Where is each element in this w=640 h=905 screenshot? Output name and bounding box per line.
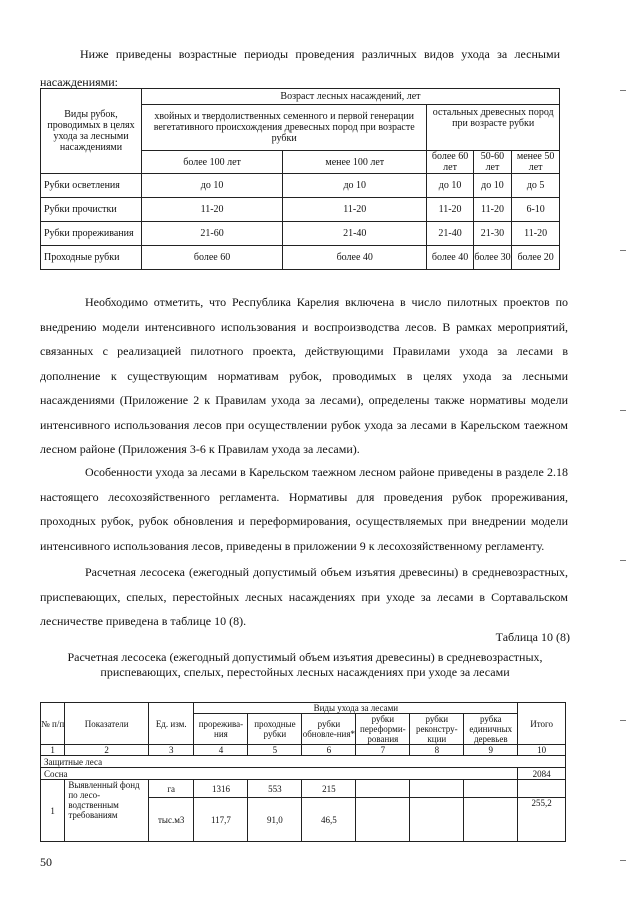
- t2-total-header: Итого: [518, 703, 566, 745]
- table1-row-name: Рубки прореживания: [41, 222, 142, 246]
- table1-cell: 21-60: [142, 222, 283, 246]
- table2-col-number: 8: [410, 745, 464, 756]
- table1-cell: более 40: [427, 246, 473, 270]
- t2-row-label: Выявленный фонд по лесо-водственным требованиям: [65, 780, 149, 842]
- t2-unit1: га: [148, 780, 194, 798]
- table2-empty-cell: [518, 780, 566, 798]
- t2-unit-header: Ед. изм.: [148, 703, 194, 745]
- margin-tick: [620, 560, 626, 561]
- page-number: 50: [40, 855, 52, 869]
- table1-cell: до 10: [142, 174, 283, 198]
- table2-type-header: прорежива-ния: [194, 714, 248, 745]
- table1-cell: до 5: [512, 174, 560, 198]
- table1-subheader: более 60 лет: [427, 151, 473, 174]
- t2-types-header: Виды ухода за лесами: [194, 703, 518, 714]
- table2-value: 553: [248, 780, 302, 798]
- intro-text: Ниже приведены возрастные периоды проведения различных видов ухода за лесными насаждениями:: [40, 47, 560, 89]
- table1-row-name: Проходные рубки: [41, 246, 142, 270]
- margin-tick: [620, 90, 626, 91]
- table1-cell: до 10: [283, 174, 427, 198]
- table2-col-number: 9: [464, 745, 518, 756]
- table1-subheader: менее 100 лет: [283, 151, 427, 174]
- table2-value: 46,5: [302, 798, 356, 842]
- para1-text: Необходимо отметить, что Республика Карелия включена в число пилотных проектов по внедрению модели интенсивного использования и воспроизводства лесов. В рамках мероприятий, связанных с реализацией пилотного проекта, действующими Правилами ухода за лесами в дополнение к существующим нормативам рубок, проводимых в целях ухода за лесными насаждениями (Приложение 2 к Правилам ухода за лесами), определены также нормативы модели интенсивного использования лесов при осуществлении рубок ухода за лесами в Карельском таежном лесном районе (Приложения 3-6 к Правилам ухода за лесами).: [40, 295, 568, 456]
- table1-col0-header: Виды рубок, проводимых в целях ухода за лесными насаждениями: [41, 89, 142, 174]
- table1-cell: 11-20: [512, 222, 560, 246]
- table2-empty-cell: [356, 798, 410, 842]
- t2-num-header: № п/п: [41, 703, 65, 745]
- table2-col-number: 6: [302, 745, 356, 756]
- table2-type-header: проходные рубки: [248, 714, 302, 745]
- table1-cell: более 30: [473, 246, 512, 270]
- table2-type-header: рубки переформи-рования: [356, 714, 410, 745]
- table1-row: [41, 222, 560, 246]
- table2-empty-cell: [410, 798, 464, 842]
- table1-subheader: более 100 лет: [142, 151, 283, 174]
- table1-cell: до 10: [473, 174, 512, 198]
- table1-row: [41, 246, 560, 270]
- table1-row: [41, 174, 560, 198]
- table1-cell: 21-40: [283, 222, 427, 246]
- margin-tick: [620, 720, 626, 721]
- table1-group1-header: хвойных и твердолиственных семенного и первой генерации вегетативного происхождения древесных пород при возрасте рубки: [142, 105, 427, 151]
- table1-cell: до 10: [427, 174, 473, 198]
- table2-value: 91,0: [248, 798, 302, 842]
- table2-empty-cell: [464, 798, 518, 842]
- table1-group2-header: остальных древесных пород при возрасте рубки: [427, 105, 560, 151]
- table2-caption: Таблица 10 (8): [495, 630, 570, 644]
- paragraph-1: [40, 290, 568, 462]
- age-periods-table: [40, 88, 560, 270]
- table2-type-header: рубки реконстру-кции: [410, 714, 464, 745]
- margin-tick: [620, 860, 626, 861]
- table2-empty-cell: [356, 780, 410, 798]
- table2-type-header: рубки обновле-ния*: [302, 714, 356, 745]
- para3-text: Расчетная лесосека (ежегодный допустимый объем изъятия древесины) в средневозрастных, приспевающих, спелых, перестойных лесных насаждениях при уходе за лесами в Сортавальском лесничестве приведена в таблице 10 (8).: [40, 565, 568, 628]
- table1-row-name: Рубки осветления: [41, 174, 142, 198]
- table1-cell: 6-10: [512, 198, 560, 222]
- table1-cell: 11-20: [427, 198, 473, 222]
- table2-col-number: 2: [65, 745, 149, 756]
- table2-title: Расчетная лесосека (ежегодный допустимый объем изъятия древесины) в средневозрастных, приспевающих, спелых, перестойных лесных насаждениях при уходе за лесами: [67, 650, 543, 679]
- table1-row: [41, 198, 560, 222]
- table2-col-number: 4: [194, 745, 248, 756]
- table2-value: 117,7: [194, 798, 248, 842]
- margin-tick: [620, 250, 626, 251]
- t2-section-row: Защитные леса: [41, 756, 566, 768]
- table1-age-header: Возраст лесных насаждений, лет: [142, 89, 560, 105]
- t2-species-total: 2084: [518, 768, 566, 780]
- paragraph-2: [40, 460, 568, 558]
- table1-cell: 11-20: [283, 198, 427, 222]
- table2-empty-cell: [464, 780, 518, 798]
- table2-col-number: 7: [356, 745, 410, 756]
- table1-cell: более 20: [512, 246, 560, 270]
- table1-cell: более 40: [283, 246, 427, 270]
- allowable-cut-table: [40, 702, 566, 842]
- table1-cell: 11-20: [473, 198, 512, 222]
- t2-row-num: 1: [41, 780, 65, 842]
- table1-cell: 21-40: [427, 222, 473, 246]
- table1-subheader: менее 50 лет: [512, 151, 560, 174]
- t2-unit2: тыс.м3: [148, 798, 194, 842]
- table2-empty-cell: [410, 780, 464, 798]
- table1-cell: 21-30: [473, 222, 512, 246]
- table2-col-number: 1: [41, 745, 65, 756]
- table2-value: 215: [302, 780, 356, 798]
- t2-species-row: Сосна: [41, 768, 518, 780]
- table2-col-number: 10: [518, 745, 566, 756]
- table2-col-number: 3: [148, 745, 194, 756]
- table2-row-total: 255,2: [518, 798, 566, 842]
- table2-value: 1316: [194, 780, 248, 798]
- table1-row-name: Рубки прочистки: [41, 198, 142, 222]
- table1-cell: 11-20: [142, 198, 283, 222]
- paragraph-3: [40, 560, 568, 634]
- table1-cell: более 60: [142, 246, 283, 270]
- table2-type-header: рубка единичных деревьев: [464, 714, 518, 745]
- para2-text: Особенности ухода за лесами в Карельском таежном лесном районе приведены в разделе 2.18 настоящего лесохозяйственного регламента. Нормативы для проведения рубок прореживания, проходных рубок, рубок обновления и переформирования, осуществляемых при внедрении модели интенсивного использования лесов, приведены в приложении 9 к лесохозяйственному регламенту.: [40, 465, 568, 553]
- t2-indicator-header: Показатели: [65, 703, 149, 745]
- table2-col-number: 5: [248, 745, 302, 756]
- margin-tick: [620, 410, 626, 411]
- table1-subheader: 50-60 лет: [473, 151, 512, 174]
